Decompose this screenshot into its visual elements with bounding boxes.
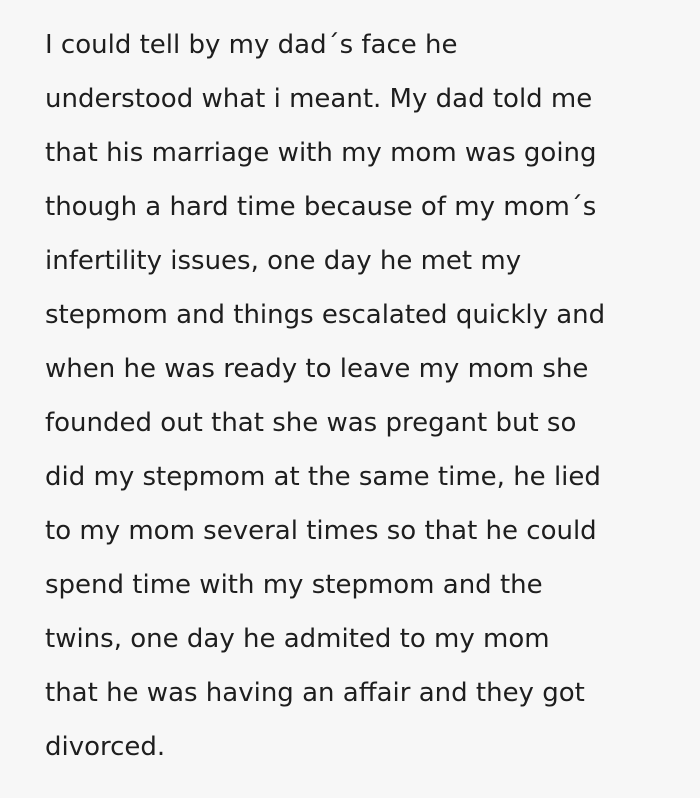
text-line: infertility issues, one day he met my (45, 246, 522, 276)
text-line: divorced. (45, 732, 166, 762)
text-line: spend time with my stepmom and the (45, 570, 543, 600)
text-line: founded out that she was pregant but so (45, 408, 577, 438)
text-line: when he was ready to leave my mom she (45, 354, 589, 384)
text-line: understood what i meant. My dad told me (45, 84, 593, 114)
text-line: that his marriage with my mom was going (45, 138, 597, 168)
text-line: though a hard time because of my mom´s (45, 192, 597, 222)
text-line: did my stepmom at the same time, he lied (45, 462, 601, 492)
text-line: stepmom and things escalated quickly and (45, 300, 606, 330)
text-line: to my mom several times so that he could (45, 516, 597, 546)
text-line: I could tell by my dad´s face he (45, 30, 458, 60)
text-line: twins, one day he admited to my mom (45, 624, 550, 654)
text-line: that he was having an affair and they got (45, 678, 585, 708)
